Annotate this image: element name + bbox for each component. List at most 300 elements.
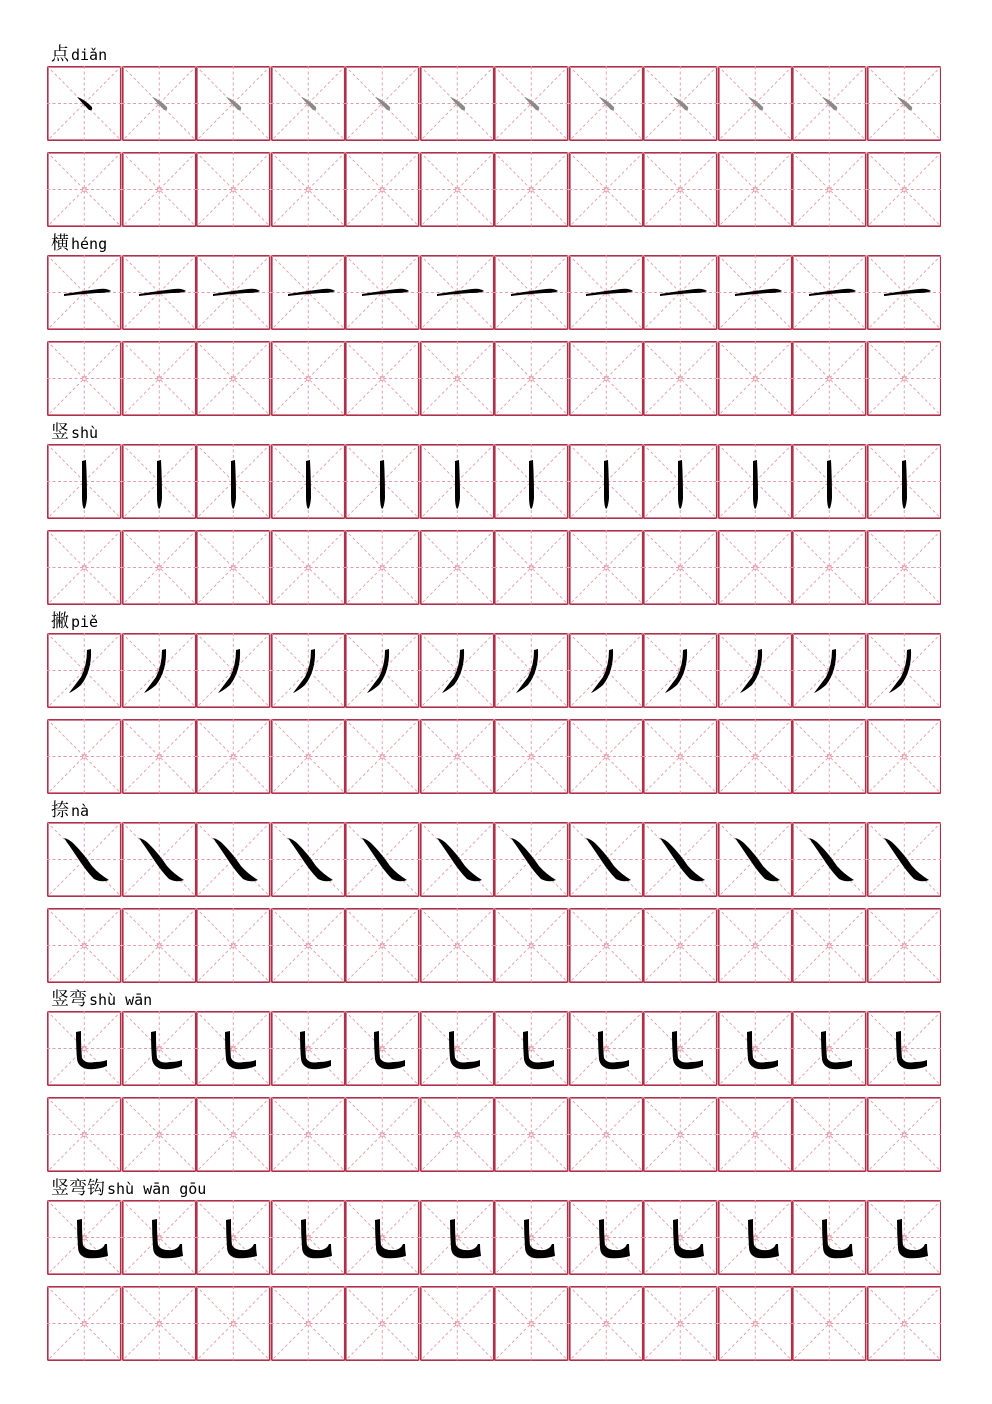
mizi-grid	[345, 444, 420, 519]
practice-row	[47, 341, 941, 416]
practice-cell[interactable]	[420, 908, 495, 983]
practice-cell[interactable]	[867, 1097, 942, 1172]
mizi-grid	[196, 1200, 271, 1275]
mizi-grid	[718, 255, 793, 330]
mizi-grid	[569, 341, 644, 416]
mizi-grid	[47, 1200, 122, 1275]
practice-cell[interactable]	[345, 1097, 420, 1172]
practice-cell[interactable]	[494, 908, 569, 983]
practice-cell[interactable]	[792, 341, 867, 416]
mizi-grid	[345, 152, 420, 227]
mizi-grid	[122, 1097, 197, 1172]
practice-cell[interactable]	[345, 1286, 420, 1361]
practice-cell[interactable]	[196, 152, 271, 227]
practice-cell[interactable]	[345, 530, 420, 605]
stroke-pinyin: héng	[71, 235, 108, 253]
dot-stroke	[599, 97, 614, 110]
practice-cell[interactable]	[643, 341, 718, 416]
mizi-grid	[494, 908, 569, 983]
example-cell	[271, 1011, 346, 1086]
example-cell	[643, 1011, 718, 1086]
mizi-grid	[196, 66, 271, 141]
practice-cell[interactable]	[569, 1286, 644, 1361]
example-cell	[569, 1011, 644, 1086]
mizi-grid	[47, 152, 122, 227]
practice-cell[interactable]	[494, 1097, 569, 1172]
example-cell	[345, 444, 420, 519]
practice-cell[interactable]	[47, 908, 122, 983]
example-row	[47, 444, 941, 519]
mizi-grid	[718, 822, 793, 897]
practice-cell[interactable]	[47, 152, 122, 227]
practice-cell[interactable]	[792, 719, 867, 794]
practice-cell[interactable]	[569, 719, 644, 794]
vertical-bend-hook-stroke	[375, 1219, 406, 1258]
practice-cell[interactable]	[271, 152, 346, 227]
mizi-grid	[122, 255, 197, 330]
vertical-bend-hook-stroke	[152, 1219, 183, 1258]
practice-cell[interactable]	[122, 341, 197, 416]
mizi-grid	[494, 152, 569, 227]
mizi-grid	[643, 633, 718, 708]
vertical-bend-hook-stroke	[673, 1219, 704, 1258]
mizi-grid	[420, 1011, 495, 1086]
example-cell	[867, 444, 942, 519]
example-cell	[643, 255, 718, 330]
mizi-grid	[867, 719, 942, 794]
example-cell	[196, 444, 271, 519]
mizi-grid	[345, 341, 420, 416]
mizi-grid	[345, 1097, 420, 1172]
example-cell	[271, 633, 346, 708]
mizi-grid	[420, 444, 495, 519]
mizi-grid	[47, 530, 122, 605]
vertical-bend-hook-stroke	[450, 1219, 481, 1258]
mizi-grid	[345, 1286, 420, 1361]
left-falling-stroke	[814, 649, 836, 693]
example-cell	[494, 444, 569, 519]
mizi-grid	[569, 1097, 644, 1172]
mizi-grid	[420, 341, 495, 416]
practice-cell[interactable]	[569, 908, 644, 983]
example-cell	[345, 1011, 420, 1086]
practice-cell[interactable]	[420, 152, 495, 227]
vertical-bend-hook-stroke	[748, 1219, 779, 1258]
mizi-grid	[271, 66, 346, 141]
vertical-bend-hook-stroke	[524, 1219, 555, 1258]
mizi-grid	[196, 152, 271, 227]
practice-cell[interactable]	[867, 908, 942, 983]
example-row	[47, 255, 941, 330]
practice-cell[interactable]	[494, 530, 569, 605]
mizi-grid	[271, 1286, 346, 1361]
example-cell	[196, 822, 271, 897]
practice-cell[interactable]	[867, 719, 942, 794]
dot-stroke	[748, 97, 763, 110]
practice-cell[interactable]	[569, 530, 644, 605]
mizi-grid	[569, 66, 644, 141]
practice-cell[interactable]	[271, 341, 346, 416]
mizi-grid	[420, 719, 495, 794]
example-cell	[569, 822, 644, 897]
stroke-pinyin: piě	[71, 613, 99, 631]
mizi-grid	[47, 1097, 122, 1172]
mizi-grid	[792, 530, 867, 605]
mizi-grid	[122, 1286, 197, 1361]
example-cell	[47, 255, 122, 330]
mizi-grid	[196, 908, 271, 983]
mizi-grid	[718, 66, 793, 141]
example-cell	[420, 1200, 495, 1275]
example-cell	[47, 633, 122, 708]
vertical-bend-stroke	[598, 1031, 629, 1069]
practice-cell[interactable]	[569, 152, 644, 227]
example-cell	[345, 822, 420, 897]
mizi-grid	[569, 719, 644, 794]
example-cell	[420, 255, 495, 330]
example-cell	[345, 633, 420, 708]
practice-cell[interactable]	[718, 530, 793, 605]
left-falling-stroke	[144, 649, 166, 693]
mizi-grid	[122, 341, 197, 416]
mizi-grid	[494, 1286, 569, 1361]
example-cell	[345, 255, 420, 330]
mizi-grid	[569, 633, 644, 708]
practice-cell[interactable]	[271, 719, 346, 794]
vertical-bend-hook-stroke	[822, 1219, 853, 1258]
practice-cell[interactable]	[196, 341, 271, 416]
mizi-grid	[792, 66, 867, 141]
practice-cell[interactable]	[718, 341, 793, 416]
practice-cell[interactable]	[420, 1286, 495, 1361]
mizi-grid	[718, 1286, 793, 1361]
example-cell	[569, 1200, 644, 1275]
practice-cell[interactable]	[345, 341, 420, 416]
stroke-hanzi: 撇	[51, 611, 69, 632]
mizi-grid	[196, 1097, 271, 1172]
vertical-stroke	[678, 460, 683, 509]
practice-cell[interactable]	[718, 1286, 793, 1361]
practice-cell[interactable]	[122, 719, 197, 794]
mizi-grid	[792, 1286, 867, 1361]
practice-cell[interactable]	[47, 1097, 122, 1172]
left-falling-stroke	[516, 649, 538, 693]
mizi-grid	[792, 822, 867, 897]
practice-cell[interactable]	[420, 530, 495, 605]
practice-cell[interactable]	[792, 530, 867, 605]
vertical-bend-hook-stroke	[301, 1219, 332, 1258]
practice-cell[interactable]	[47, 1286, 122, 1361]
mizi-grid	[196, 822, 271, 897]
practice-row	[47, 719, 941, 794]
mizi-grid	[792, 255, 867, 330]
practice-cell[interactable]	[122, 908, 197, 983]
practice-cell[interactable]	[494, 719, 569, 794]
mizi-grid	[271, 719, 346, 794]
mizi-grid	[196, 1286, 271, 1361]
practice-cell[interactable]	[867, 152, 942, 227]
example-cell	[718, 66, 793, 141]
mizi-grid	[345, 908, 420, 983]
example-row	[47, 1011, 941, 1086]
mizi-grid	[47, 633, 122, 708]
mizi-grid	[345, 633, 420, 708]
vertical-bend-stroke	[747, 1031, 778, 1069]
stroke-label	[51, 1178, 206, 1200]
mizi-grid	[122, 66, 197, 141]
practice-cell[interactable]	[792, 1286, 867, 1361]
practice-cell[interactable]	[122, 1286, 197, 1361]
practice-cell[interactable]	[196, 1097, 271, 1172]
example-cell	[345, 66, 420, 141]
mizi-grid	[271, 444, 346, 519]
vertical-stroke	[306, 460, 311, 509]
mizi-grid	[792, 152, 867, 227]
mizi-grid	[122, 908, 197, 983]
mizi-grid	[420, 822, 495, 897]
mizi-grid	[122, 152, 197, 227]
example-cell	[643, 633, 718, 708]
practice-cell[interactable]	[867, 530, 942, 605]
mizi-grid	[420, 633, 495, 708]
vertical-stroke	[753, 460, 758, 509]
mizi-grid	[569, 1286, 644, 1361]
example-cell	[345, 1200, 420, 1275]
example-cell	[47, 822, 122, 897]
practice-cell[interactable]	[271, 1286, 346, 1361]
vertical-stroke	[529, 460, 534, 509]
practice-cell[interactable]	[420, 719, 495, 794]
practice-row	[47, 530, 941, 605]
mizi-grid	[420, 1286, 495, 1361]
mizi-grid	[718, 1011, 793, 1086]
left-falling-stroke	[293, 649, 315, 693]
practice-cell[interactable]	[718, 719, 793, 794]
practice-cell[interactable]	[345, 719, 420, 794]
mizi-grid	[867, 530, 942, 605]
mizi-grid	[643, 530, 718, 605]
mizi-grid	[345, 1200, 420, 1275]
left-falling-stroke	[367, 649, 389, 693]
example-cell	[867, 255, 942, 330]
example-cell	[718, 633, 793, 708]
vertical-bend-stroke	[225, 1031, 256, 1069]
mizi-grid	[718, 341, 793, 416]
stroke-pinyin: shù	[71, 424, 99, 442]
mizi-grid	[718, 1200, 793, 1275]
example-cell	[643, 1200, 718, 1275]
vertical-bend-stroke	[896, 1031, 927, 1069]
left-falling-stroke	[442, 649, 464, 693]
mizi-grid	[122, 1200, 197, 1275]
example-cell	[271, 66, 346, 141]
mizi-grid	[494, 822, 569, 897]
mizi-grid	[47, 1011, 122, 1086]
mizi-grid	[271, 633, 346, 708]
stroke-hanzi: 捺	[51, 800, 69, 821]
example-cell	[792, 66, 867, 141]
practice-row	[47, 1286, 941, 1361]
practice-cell[interactable]	[494, 152, 569, 227]
mizi-grid	[122, 633, 197, 708]
mizi-grid	[569, 908, 644, 983]
practice-cell[interactable]	[122, 1097, 197, 1172]
left-falling-stroke	[889, 649, 911, 693]
vertical-bend-stroke	[76, 1031, 107, 1069]
dot-stroke	[375, 97, 390, 110]
practice-cell[interactable]	[47, 530, 122, 605]
practice-cell[interactable]	[643, 530, 718, 605]
mizi-grid	[643, 822, 718, 897]
vertical-bend-hook-stroke	[897, 1219, 928, 1258]
practice-cell[interactable]	[494, 1286, 569, 1361]
mizi-grid	[196, 255, 271, 330]
mizi-grid	[569, 822, 644, 897]
mizi-grid	[643, 341, 718, 416]
example-cell	[494, 633, 569, 708]
practice-cell[interactable]	[718, 908, 793, 983]
example-cell	[569, 444, 644, 519]
practice-cell[interactable]	[196, 530, 271, 605]
mizi-grid	[867, 1200, 942, 1275]
mizi-grid	[271, 1097, 346, 1172]
practice-cell[interactable]	[867, 341, 942, 416]
example-cell	[718, 822, 793, 897]
mizi-grid	[271, 908, 346, 983]
practice-cell[interactable]	[643, 908, 718, 983]
practice-cell[interactable]	[643, 1097, 718, 1172]
vertical-stroke	[902, 460, 907, 509]
practice-cell[interactable]	[47, 341, 122, 416]
practice-cell[interactable]	[867, 1286, 942, 1361]
stroke-label	[51, 989, 152, 1011]
practice-cell[interactable]	[792, 908, 867, 983]
mizi-grid	[718, 719, 793, 794]
practice-cell[interactable]	[345, 152, 420, 227]
practice-cell[interactable]	[792, 152, 867, 227]
dot-stroke	[524, 97, 539, 110]
practice-cell[interactable]	[569, 1097, 644, 1172]
mizi-grid	[271, 341, 346, 416]
example-cell	[122, 1200, 197, 1275]
example-cell	[569, 633, 644, 708]
example-cell	[47, 66, 122, 141]
mizi-grid	[643, 1011, 718, 1086]
example-cell	[867, 822, 942, 897]
example-cell	[271, 1200, 346, 1275]
practice-cell[interactable]	[643, 152, 718, 227]
vertical-bend-stroke	[151, 1031, 182, 1069]
mizi-grid	[122, 822, 197, 897]
mizi-grid	[718, 444, 793, 519]
stroke-label	[51, 800, 89, 822]
mizi-grid	[122, 530, 197, 605]
example-cell	[420, 66, 495, 141]
mizi-grid	[867, 1286, 942, 1361]
mizi-grid	[47, 66, 122, 141]
practice-cell[interactable]	[122, 530, 197, 605]
mizi-grid	[47, 255, 122, 330]
vertical-stroke	[604, 460, 609, 509]
vertical-stroke	[380, 460, 385, 509]
mizi-grid	[718, 908, 793, 983]
stroke-hanzi: 横	[51, 233, 69, 254]
mizi-grid	[867, 255, 942, 330]
mizi-grid	[494, 1011, 569, 1086]
practice-cell[interactable]	[643, 1286, 718, 1361]
mizi-grid	[643, 152, 718, 227]
mizi-grid	[867, 152, 942, 227]
stroke-label	[51, 611, 98, 633]
mizi-grid	[47, 908, 122, 983]
dot-stroke	[77, 97, 92, 110]
left-falling-stroke	[740, 649, 762, 693]
practice-cell[interactable]	[792, 1097, 867, 1172]
example-cell	[792, 633, 867, 708]
practice-cell[interactable]	[196, 1286, 271, 1361]
vertical-stroke	[82, 460, 87, 509]
mizi-grid	[494, 255, 569, 330]
mizi-grid	[122, 1011, 197, 1086]
practice-cell[interactable]	[643, 719, 718, 794]
practice-cell[interactable]	[271, 908, 346, 983]
practice-cell[interactable]	[494, 341, 569, 416]
practice-cell[interactable]	[718, 152, 793, 227]
stroke-label	[51, 422, 98, 444]
mizi-grid	[345, 530, 420, 605]
practice-cell[interactable]	[420, 1097, 495, 1172]
mizi-grid	[569, 1011, 644, 1086]
mizi-grid	[718, 530, 793, 605]
practice-cell[interactable]	[718, 1097, 793, 1172]
mizi-grid	[47, 719, 122, 794]
example-cell	[718, 1200, 793, 1275]
mizi-grid	[867, 908, 942, 983]
practice-cell[interactable]	[271, 1097, 346, 1172]
mizi-grid	[271, 822, 346, 897]
mizi-grid	[420, 152, 495, 227]
practice-cell[interactable]	[345, 908, 420, 983]
example-cell	[494, 66, 569, 141]
practice-cell[interactable]	[196, 908, 271, 983]
vertical-bend-stroke	[672, 1031, 703, 1069]
example-cell	[122, 633, 197, 708]
practice-cell[interactable]	[122, 152, 197, 227]
example-cell	[122, 822, 197, 897]
practice-cell[interactable]	[47, 719, 122, 794]
practice-cell[interactable]	[569, 341, 644, 416]
practice-cell[interactable]	[196, 719, 271, 794]
mizi-grid	[867, 341, 942, 416]
example-cell	[569, 66, 644, 141]
practice-cell[interactable]	[271, 530, 346, 605]
vertical-bend-stroke	[374, 1031, 405, 1069]
mizi-grid	[867, 822, 942, 897]
mizi-grid	[569, 152, 644, 227]
example-cell	[420, 822, 495, 897]
mizi-grid	[345, 66, 420, 141]
mizi-grid	[792, 1097, 867, 1172]
dot-stroke	[673, 97, 688, 110]
stroke-pinyin: shù wān gōu	[107, 1180, 207, 1198]
practice-cell[interactable]	[420, 341, 495, 416]
vertical-bend-hook-stroke	[77, 1219, 108, 1258]
mizi-grid	[47, 1286, 122, 1361]
practice-row	[47, 1097, 941, 1172]
example-cell	[196, 1200, 271, 1275]
example-cell	[494, 822, 569, 897]
mizi-grid	[345, 719, 420, 794]
